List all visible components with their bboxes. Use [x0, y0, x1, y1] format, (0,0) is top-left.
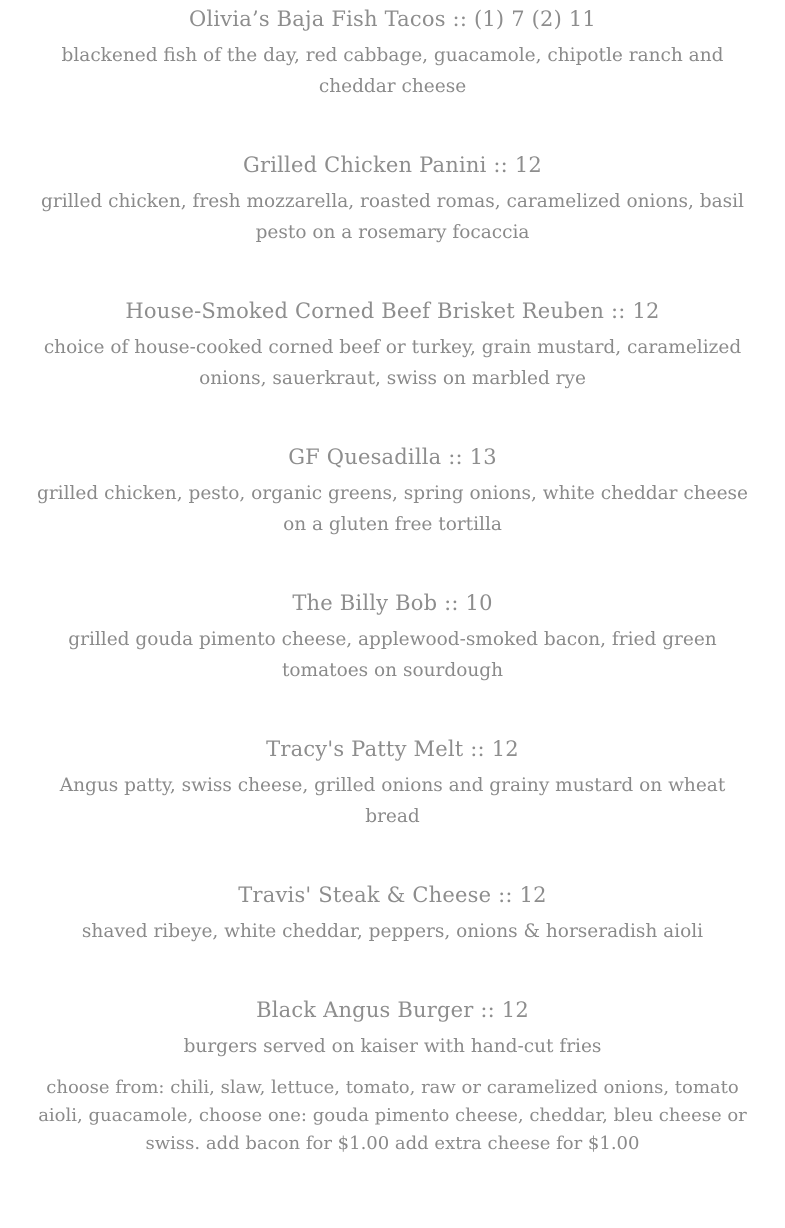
menu-item-description: choice of house-cooked corned beef or turkey, grain mustard, caramelized onions, sauerkraut, swiss on marbled rye [43, 337, 742, 389]
menu-item-title: GF Quesadilla :: 13 [288, 445, 497, 469]
menu-item [0, 444, 785, 540]
menu-item [0, 882, 785, 947]
menu-item-title: Travis' Steak & Cheese :: 12 [238, 883, 547, 907]
menu-item-title: House-Smoked Corned Beef Brisket Reuben :: 12 [125, 299, 660, 323]
menu-item-title: Black Angus Burger :: 12 [256, 998, 529, 1022]
menu-item-description: burgers served on kaiser with hand-cut fries [183, 1036, 602, 1057]
menu-item-title: Olivia’s Baja Fish Tacos :: (1) 7 (2) 11 [189, 7, 596, 31]
menu-item-description: Angus patty, swiss cheese, grilled onions and grainy mustard on wheat bread [59, 775, 726, 827]
menu-item-description: blackened fish of the day, red cabbage, guacamole, chipotle ranch and cheddar cheese [61, 45, 724, 97]
menu-item [0, 6, 785, 102]
menu-item-title: Tracy's Patty Melt :: 12 [266, 737, 519, 761]
menu-item-title: Grilled Chicken Panini :: 12 [243, 153, 542, 177]
menu-item [0, 997, 785, 1158]
menu-item-description: grilled chicken, pesto, organic greens, spring onions, white cheddar cheese on a gluten free tortilla [36, 483, 748, 535]
menu-item-title: The Billy Bob :: 10 [292, 591, 493, 615]
menu-item-description: shaved ribeye, white cheddar, peppers, onions & horseradish aioli [81, 921, 704, 942]
menu-item [0, 152, 785, 248]
menu-item [0, 298, 785, 394]
menu-item [0, 736, 785, 832]
menu-item-note: choose from: chili, slaw, lettuce, tomato, raw or caramelized onions, tomato aioli, guacamole, choose one: gouda pimento cheese, cheddar, bleu cheese or swiss. add bacon for $1.00 add extra cheese for $1.00 [38, 1077, 747, 1154]
menu-item [0, 590, 785, 686]
menu-item-description: grilled chicken, fresh mozzarella, roasted romas, caramelized onions, basil pesto on a rosemary focaccia [41, 191, 744, 243]
menu-item-description: grilled gouda pimento cheese, applewood-smoked bacon, fried green tomatoes on sourdough [68, 629, 717, 681]
